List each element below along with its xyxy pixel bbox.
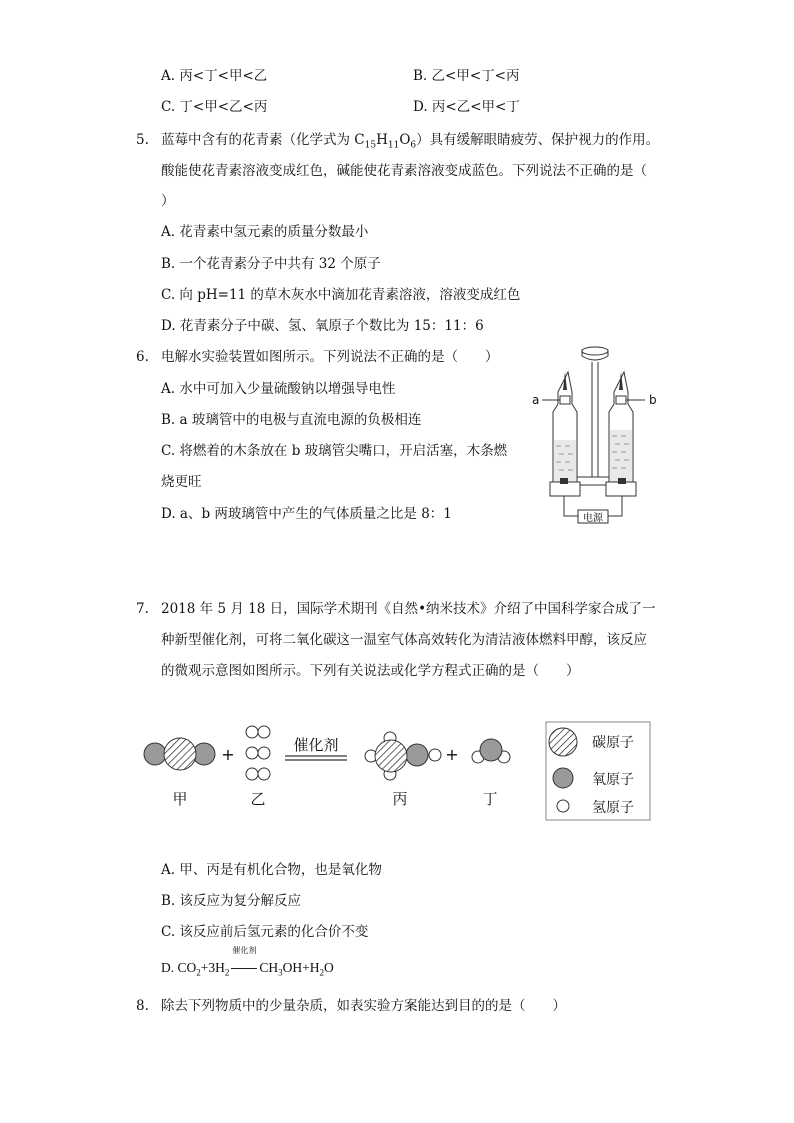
q5-option-d: D. 花青素分子中碳、氢、氧原子个数比为 15：11：6 bbox=[161, 318, 484, 334]
power-supply-label: 电源 bbox=[583, 513, 603, 524]
label-jia: 甲 bbox=[172, 790, 188, 808]
q5-stem-line2: 酸能使花青素溶液变成红色，碱能使花青素溶液变成蓝色。下列说法不正确的是（ bbox=[161, 163, 647, 179]
h2-molecules bbox=[246, 726, 270, 780]
q5-number: 5. bbox=[136, 132, 149, 148]
q7-option-c: C. 该反应前后氢元素的化合价不变 bbox=[161, 924, 369, 940]
q6-option-b: B. a 玻璃管中的电极与直流电源的负极相连 bbox=[161, 412, 422, 428]
tube-a-label: a bbox=[532, 393, 540, 407]
q5-option-a: A. 花青素中氢元素的质量分数最小 bbox=[161, 224, 369, 240]
catalyst-arrow: 催化剂 bbox=[229, 958, 259, 978]
q4-option-d: D. 丙<乙<甲<丁 bbox=[413, 99, 520, 115]
q5-stem-line1: 蓝莓中含有的花青素（化学式为 $C_{15}H_{11}O_6$）具有缓解眼睛疲劳、保护视力的作用。 bbox=[161, 132, 660, 151]
q6-option-d: D. a、b 两玻璃管中产生的气体质量之比是 8：1 bbox=[161, 506, 452, 522]
q4-option-c: C. 丁<甲<乙<丙 bbox=[161, 99, 268, 115]
label-ding: 丁 bbox=[482, 790, 498, 808]
q7-option-d: D. $CO_2+3H_2$ 催化剂 $CH_3OH+H_2O$ bbox=[161, 946, 334, 978]
q7-option-a: A. 甲、丙是有机化合物，也是氧化物 bbox=[161, 862, 382, 878]
q5-option-c: C. 向 pH=11 的草木灰水中滴加花青素溶液，溶液变成红色 bbox=[161, 287, 521, 303]
q7-option-b: B. 该反应为复分解反应 bbox=[161, 893, 302, 909]
ch3oh-molecule bbox=[365, 732, 441, 780]
q6-option-c-cont: 烧更旺 bbox=[161, 474, 202, 490]
q4-option-a: A. 丙<丁<甲<乙 bbox=[161, 68, 268, 84]
legend-oxygen: 氧原子 bbox=[592, 772, 634, 788]
tube-b-label: b bbox=[649, 393, 657, 407]
q8-number: 8. bbox=[136, 998, 149, 1014]
q7-stem-line1: 2018 年 5 月 18 日，国际学术期刊《自然•纳米技术》介绍了中国科学家合成了一 bbox=[161, 601, 656, 617]
q5-stem-line3: ） bbox=[161, 193, 175, 209]
q8-stem: 除去下列物质中的少量杂质，如表实验方案能达到目的的是（ ） bbox=[161, 998, 566, 1014]
plus-sign-1: + bbox=[221, 745, 235, 764]
h2o-molecule bbox=[472, 739, 510, 763]
q6-number: 6. bbox=[136, 349, 149, 365]
q7-stem-line2: 种新型催化剂，可将二氧化碳这一温室气体高效转化为清洁液体燃料甲醇，该反应 bbox=[161, 632, 647, 648]
reaction-micro-diagram bbox=[138, 716, 658, 826]
q6-stem: 电解水实验装置如图所示。下列说法不正确的是（ ） bbox=[161, 349, 499, 365]
label-bing: 丙 bbox=[392, 790, 408, 808]
co2-molecule bbox=[144, 738, 215, 770]
q6-option-c: C. 将燃着的木条放在 b 玻璃管尖嘴口，开启活塞，木条燃 bbox=[161, 443, 508, 459]
electrolysis-apparatus-figure bbox=[528, 342, 668, 540]
q6-option-a: A. 水中可加入少量硫酸钠以增强导电性 bbox=[161, 381, 396, 397]
q7-number: 7. bbox=[136, 601, 149, 617]
atom-legend bbox=[546, 722, 650, 820]
q5-option-b: B. 一个花青素分子中共有 32 个原子 bbox=[161, 256, 381, 272]
label-yi: 乙 bbox=[250, 790, 266, 808]
legend-hydrogen: 氢原子 bbox=[592, 800, 634, 816]
catalyst-label: 催化剂 bbox=[293, 736, 339, 754]
q7-stem-line3: 的微观示意图如图所示。下列有关说法或化学方程式正确的是（ ） bbox=[161, 663, 580, 679]
legend-carbon: 碳原子 bbox=[592, 735, 634, 751]
q4-option-b: B. 乙<甲<丁<丙 bbox=[413, 68, 520, 84]
plus-sign-2: + bbox=[445, 745, 459, 764]
